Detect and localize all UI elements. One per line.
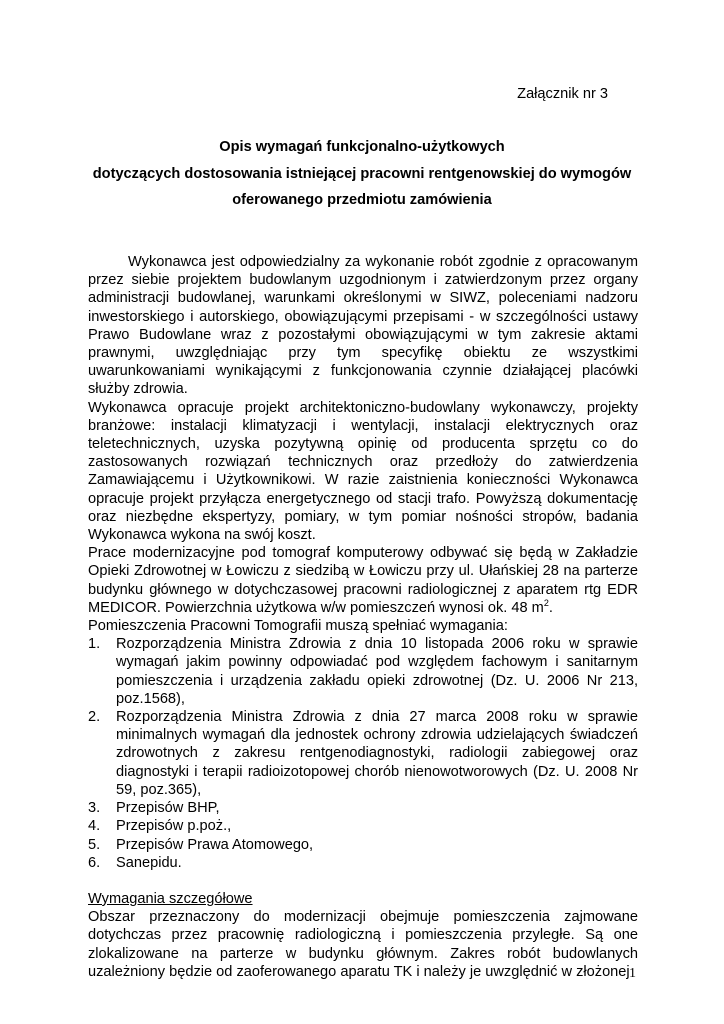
title-line-3: oferowanego przedmiotu zamówienia <box>232 192 492 208</box>
list-item <box>88 799 638 817</box>
location-text: Prace modernizacyjne pod tomograf komputerowy odbywać się będą w Zakładzie Opieki Zdrowotnej w Łowiczu z siedzibą w Łowiczu przy ul. Ułańskiej 28 na parterze budynku głównego w dotychczasowej pracowni radiologicznej z aparatem rtg EDR MEDICOR. Powierzchnia użytkowa w/w pomieszczeń wynosi ok. 48 m <box>88 545 638 616</box>
list-item-text: Sanepidu. <box>116 854 182 871</box>
list-item-text: Przepisów p.poż., <box>116 818 232 835</box>
spacer <box>88 872 638 890</box>
list-item-number: 6. <box>88 854 101 871</box>
paragraph-requirements-intro: Pomieszczenia Pracowni Tomografii muszą spełniać wymagania: <box>88 618 508 635</box>
list-item <box>88 635 638 708</box>
requirements-list <box>88 635 638 872</box>
section-heading-detailed-requirements: Wymagania szczegółowe <box>88 890 253 907</box>
list-item-number: 5. <box>88 836 101 853</box>
title-line-1: Opis wymagań funkcjonalno-użytkowych <box>219 139 505 155</box>
paragraph-modernization-area: Obszar przeznaczony do modernizacji obejmuje pomieszczenia zajmowane dotychczas przez pracownię radiologiczną i pomieszczenia przyległe. Są one zlokalizowane na parterze w budynku głównym. Zakres robót budowlanych uzależniony będzie od zaoferowanego aparatu TK i należy je uwzględnić w złożonej <box>88 909 638 980</box>
list-item <box>88 854 638 872</box>
paragraph-contractor-responsibility: Wykonawca jest odpowiedzialny za wykonanie robót zgodnie z opracowanym przez siebie projektem budowlanym uzgodnionym i zatwierdzonym przez organy administracji budowlanej, warunkami określonymi w SIWZ, poleceniami nadzoru inwestorskiego i autorskiego, obowiązującymi przepisami - w szczególności ustawy Prawo Budowlane wraz z pozostałymi obowiązującymi w tym zakresie aktami prawnymi, uwzględniając przy tym specyfikę obiektu ze wszystkimi uwarunkowaniami wynikającymi z funkcjonowania czynnie działającej placówki służby zdrowia. <box>88 254 638 398</box>
paragraph-modernization-location <box>88 544 638 617</box>
list-item-number: 1. <box>88 636 101 653</box>
list-item-text: Przepisów Prawa Atomowego, <box>116 836 314 853</box>
list-item-text: Rozporządzenia Ministra Zdrowia z dnia 27 marca 2008 roku w sprawie minimalnych wymagań dla jednostek ochrony zdrowia udzielających świadczeń zdrowotnych z zakresu rentgenodiagnostyki, radiologii zabiegowej oraz diagnostyki i terapii radioizotopowej chorób nienowotworowych (Dz. U. 2008 Nr 59, poz.365), <box>116 709 638 798</box>
list-item-number: 4. <box>88 818 101 835</box>
page-number: 1 <box>629 966 636 981</box>
list-item-number: 2. <box>88 709 101 726</box>
area-unit-superscript: 2 <box>543 598 549 608</box>
location-text-end: . <box>548 599 553 616</box>
annex-label: Załącznik nr 3 <box>517 86 608 102</box>
list-item <box>88 708 638 799</box>
paragraph-design-documentation: Wykonawca opracuje projekt architektoniczno-budowlany wykonawczy, projekty branżowe: instalacji klimatyzacji i wentylacji, instalacji elektrycznych oraz teletechnicznych, uzyska pozytywną opinię od producenta sprzętu co do zastosowanych rozwiązań technicznych oraz przedłoży do zatwierdzenia Zamawiającemu i Użytkownikowi. W razie zaistnienia konieczności Wykonawca opracuje projekt przyłącza energetycznego od stacji trafo. Powyższą dokumentację oraz niezbędne ekspertyzy, pomiary, w tym pomiar nośności stropów, badania Wykonawca wykona na swój koszt. <box>88 399 638 544</box>
list-item-text: Rozporządzenia Ministra Zdrowia z dnia 10 listopada 2006 roku w sprawie wymagań jakim powinny odpowiadać pod względem fachowym i sanitarnym pomieszczenia i urządzenia zakładu opieki zdrowotnej (Dz. U. 2006 Nr 213, poz.1568), <box>116 636 638 707</box>
list-item-text: Przepisów BHP, <box>116 800 220 817</box>
document-body <box>88 253 638 981</box>
list-item-number: 3. <box>88 800 101 817</box>
title-line-2: dotyczących dostosowania istniejącej pracowni rentgenowskiej do wymogów <box>92 165 632 182</box>
document-title <box>80 134 644 214</box>
list-item <box>88 817 638 835</box>
list-item <box>88 836 638 854</box>
